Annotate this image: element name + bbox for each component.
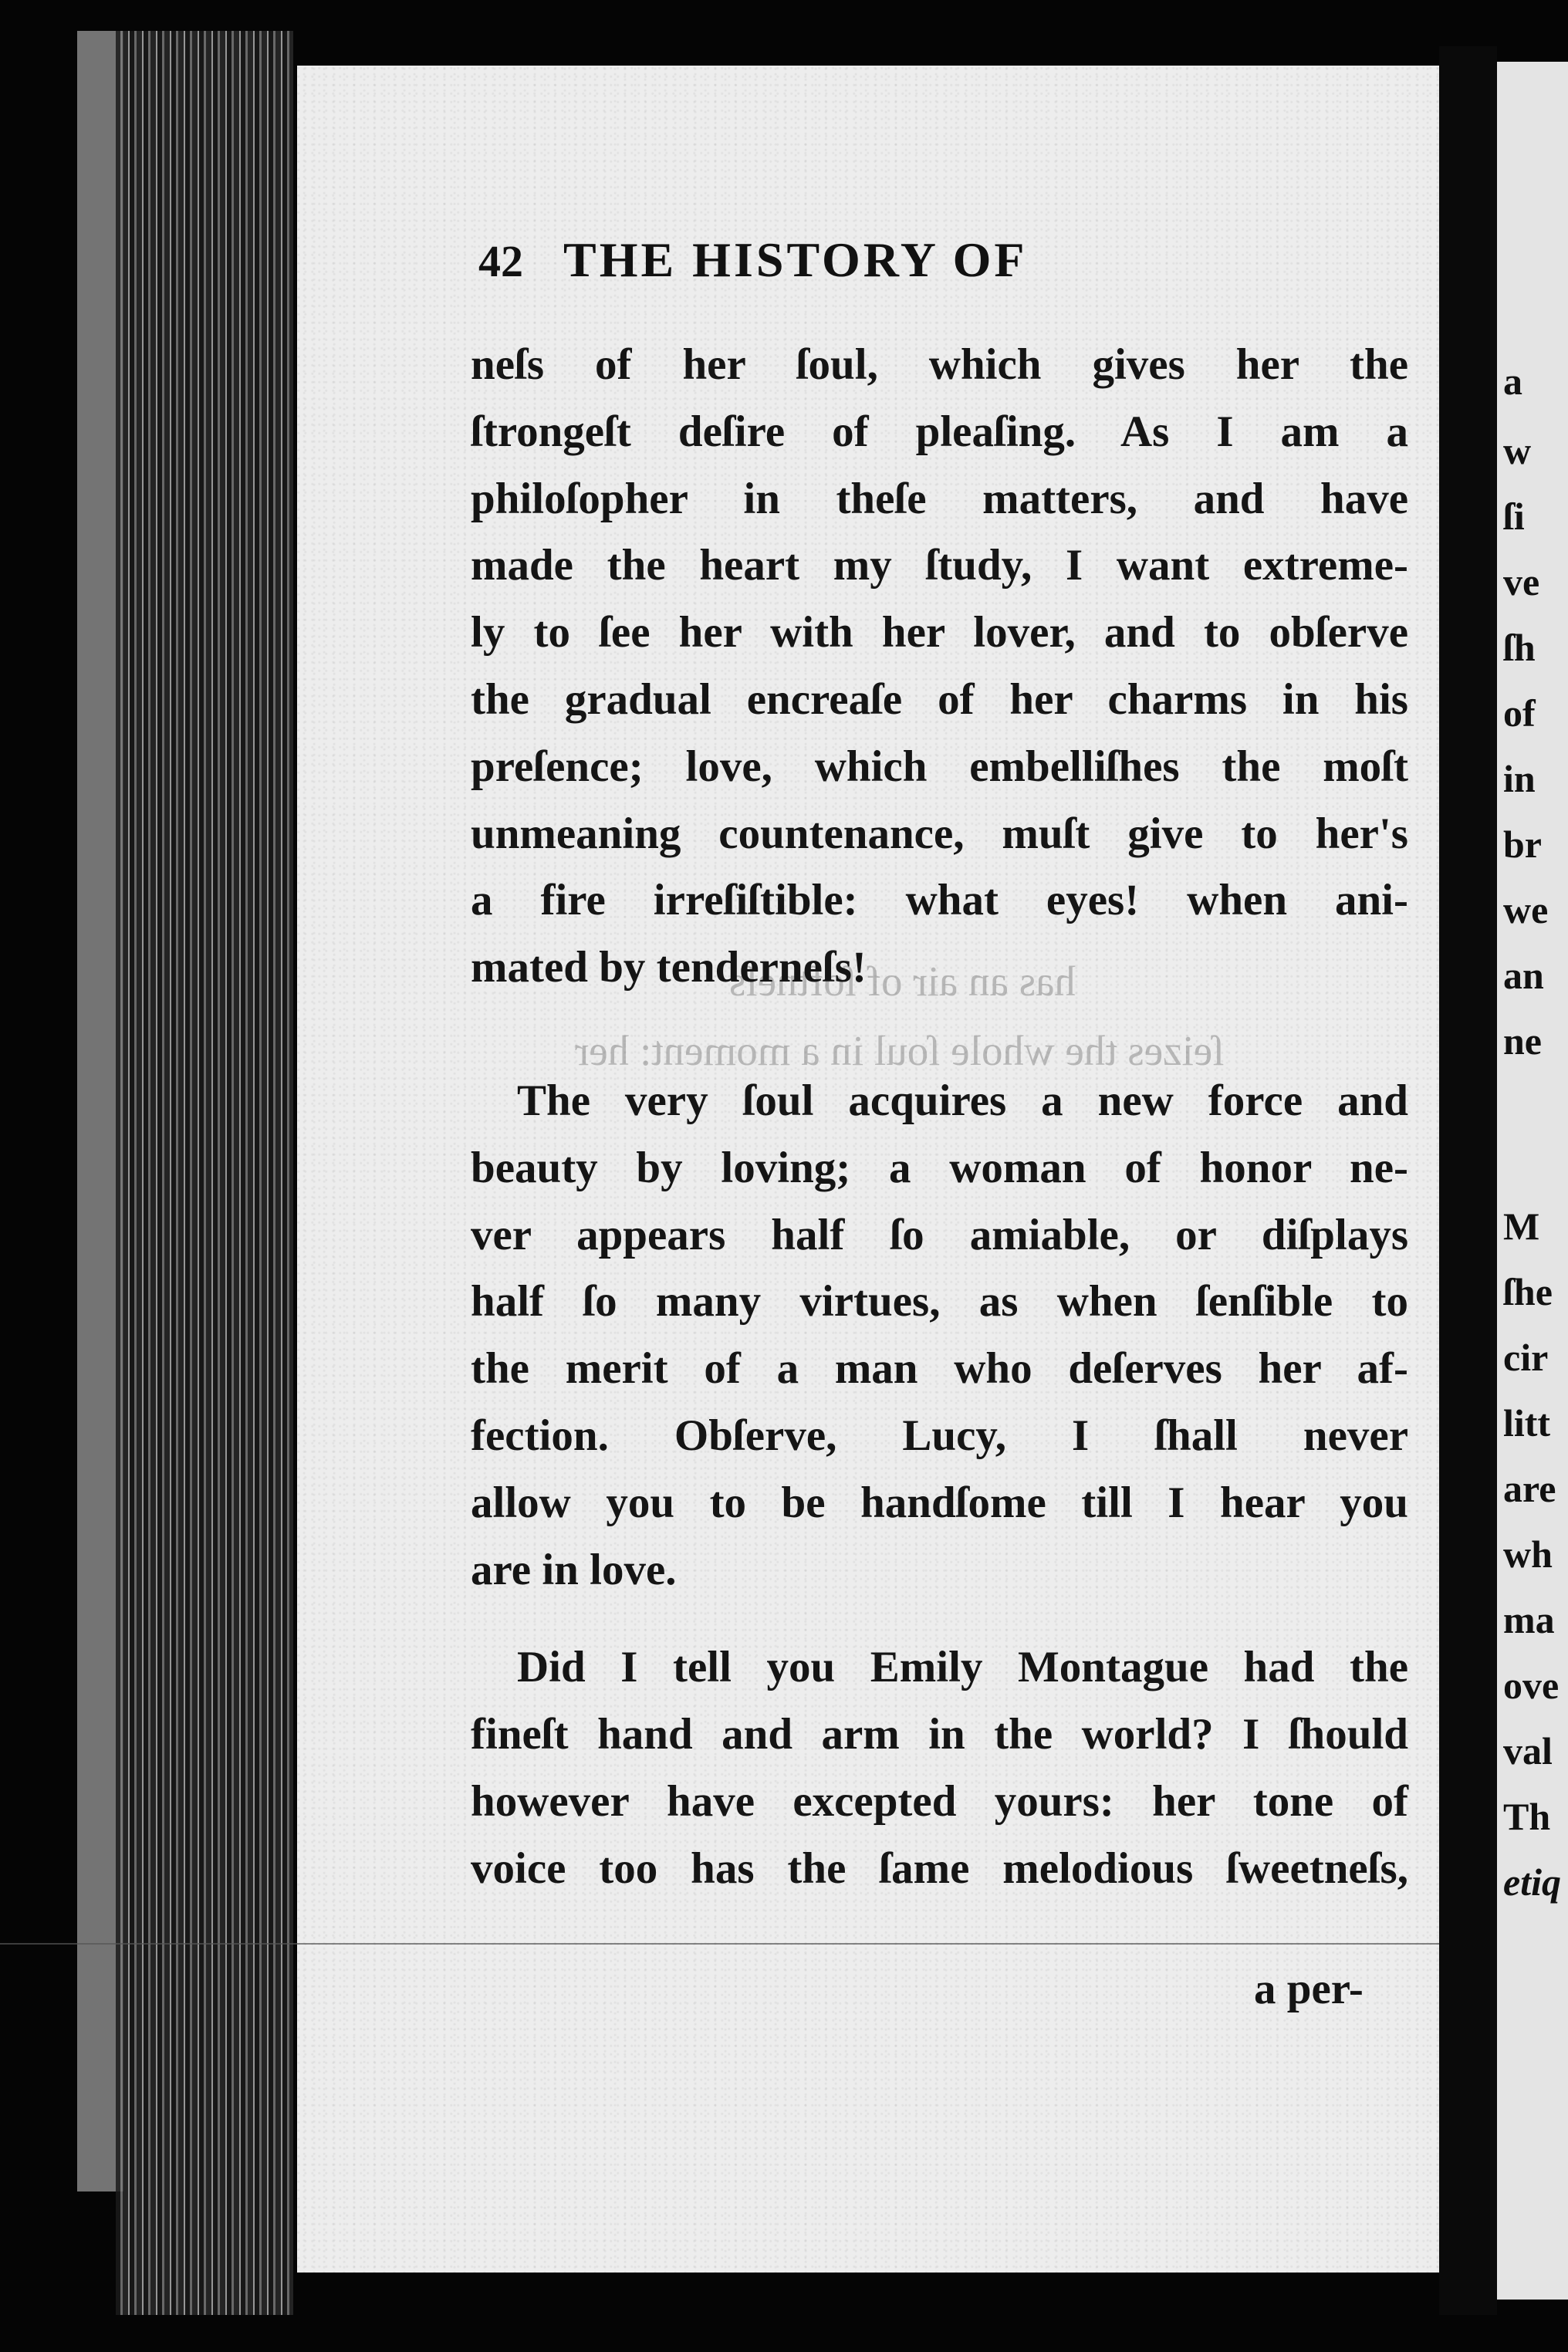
facing-page-fragment: ove — [1503, 1664, 1560, 1707]
text-line: unmeaning countenance, muſt give to her's — [471, 809, 1408, 858]
facing-page-fragment: litt — [1503, 1401, 1551, 1445]
text-line: made the heart my ſtudy, I want extreme- — [471, 541, 1408, 590]
facing-page-fragment: are — [1503, 1467, 1556, 1510]
facing-page-fragment: ma — [1503, 1598, 1555, 1641]
facing-page-fragment: we — [1503, 888, 1549, 931]
text-line: fection. Obſerve, Lucy, I ſhall never — [471, 1411, 1408, 1460]
text-line: however have excepted yours: her tone of — [471, 1776, 1408, 1826]
book-page — [297, 66, 1439, 2273]
facing-page-fragment: M — [1503, 1205, 1540, 1248]
body-text — [471, 332, 1408, 1903]
page-number: 42 — [478, 236, 523, 286]
text-line: ſtrongeſt deſire of pleaſing. As I am a — [471, 407, 1408, 456]
text-line: philoſopher in theſe matters, and have — [471, 474, 1408, 523]
center-gutter — [1439, 46, 1497, 2315]
text-line: neſs of her ſoul, which gives her the — [471, 340, 1408, 389]
paragraph — [471, 1068, 1408, 1603]
show-through-line: has an air of ſoftneſs — [729, 958, 1076, 1005]
scan-artifact-line — [0, 1943, 1568, 1945]
paragraph-gap — [471, 1603, 1408, 1634]
facing-page-edge — [1497, 62, 1568, 2300]
facing-page-fragment: cir — [1503, 1336, 1549, 1379]
paragraph — [471, 332, 1408, 1002]
facing-page-fragment: an — [1503, 954, 1544, 997]
text-line: preſence; love, which embelliſhes the moſt — [471, 742, 1408, 791]
facing-page-fragment: br — [1503, 823, 1542, 866]
text-line: a fire irreſiſtible: what eyes! when ani- — [471, 876, 1408, 925]
facing-page-fragment: of — [1503, 691, 1536, 735]
text-line: fineſt hand and arm in the world? I ſhould — [471, 1710, 1408, 1759]
catchword: a per- — [1254, 1965, 1364, 2013]
header-title: THE HISTORY OF — [563, 232, 1028, 287]
running-head — [478, 231, 1404, 289]
text-line: the merit of a man who deſerves her af- — [471, 1344, 1408, 1394]
facing-page-fragment: ſhe — [1503, 1270, 1553, 1313]
facing-page-fragment: Th — [1503, 1795, 1551, 1838]
book-binding-edge — [116, 31, 293, 2315]
facing-page-fragment: ſh — [1503, 626, 1536, 669]
text-line: half ſo many virtues, as when ſenſible to — [471, 1277, 1408, 1326]
text-line: are in love. — [471, 1545, 677, 1594]
facing-page-fragment: wh — [1503, 1533, 1553, 1576]
facing-page-fragment: ve — [1503, 560, 1540, 603]
facing-page-fragment: ſi — [1503, 495, 1525, 538]
text-line: Did I tell you Emily Montague had the — [517, 1643, 1408, 1692]
facing-page-fragment: etiq — [1503, 1860, 1561, 1904]
facing-page-fragment: a — [1503, 360, 1522, 403]
text-line: voice too has the ſame melodious ſweetneſs, — [471, 1843, 1408, 1893]
text-line: the gradual encreaſe of her charms in his — [471, 674, 1408, 724]
facing-page-fragment: in — [1503, 757, 1536, 800]
text-line: mated by tenderneſs! — [471, 943, 867, 992]
facing-page-fragment: val — [1503, 1729, 1553, 1772]
facing-page-fragment: ne — [1503, 1019, 1542, 1063]
show-through-line: ſeizes the whole ſoul in a moment: her — [575, 1027, 1225, 1074]
text-line: beauty by loving; a woman of honor ne- — [471, 1143, 1408, 1192]
text-line: The very ſoul acquires a new force and — [517, 1076, 1408, 1125]
facing-page-fragment: w — [1503, 429, 1532, 472]
text-line: allow you to be handſome till I hear you — [471, 1478, 1408, 1527]
text-line: ver appears half ſo amiable, or diſplays — [471, 1210, 1408, 1259]
paragraph-gap — [471, 1002, 1408, 1068]
paragraph — [471, 1634, 1408, 1902]
text-line: ly to ſee her with her lover, and to obſerve — [471, 608, 1408, 657]
